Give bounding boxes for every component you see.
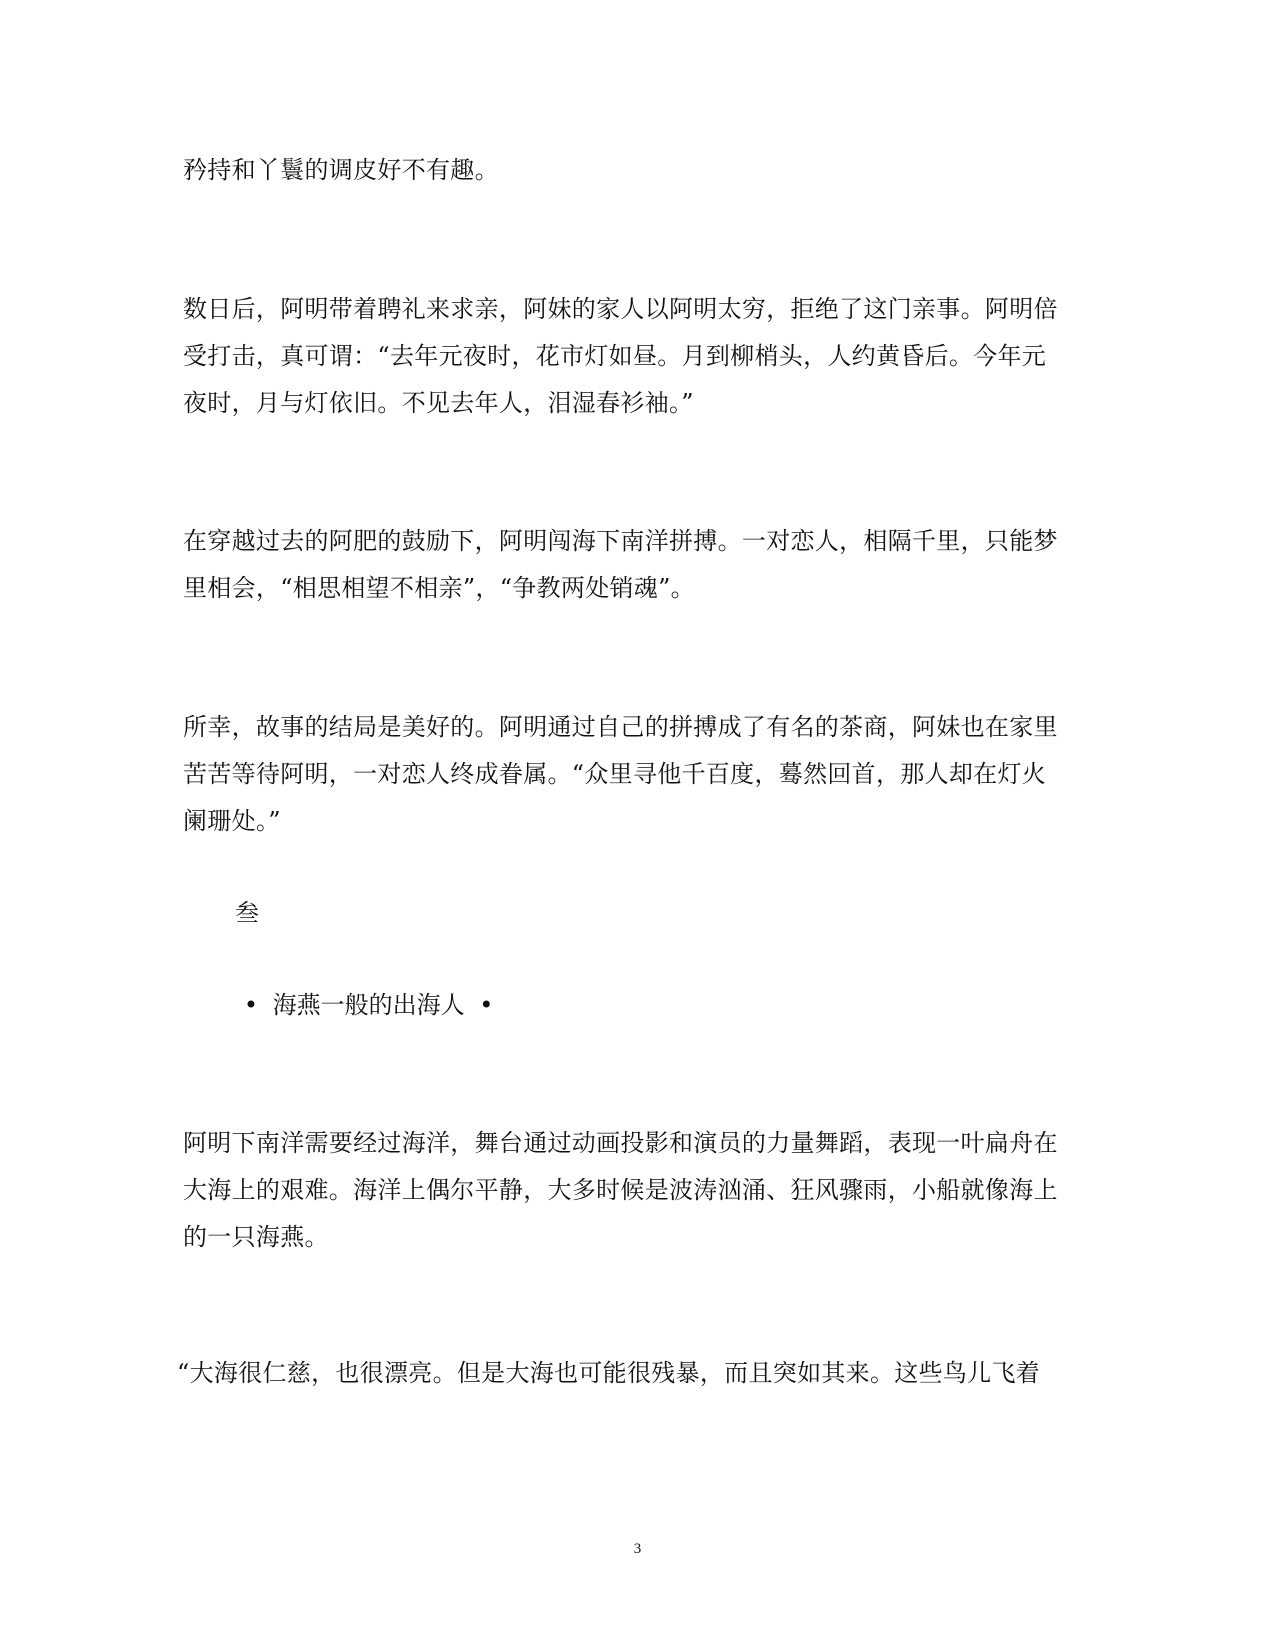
paragraph-2-line-3: 夜时，月与灯依旧。不见去年人，泪湿春衫袖。”: [183, 389, 694, 417]
section-title-text: 海燕一般的出海人: [272, 991, 465, 1019]
paragraph-4-line-2: 苦苦等待阿明，一对恋人终成眷属。“众里寻他千百度，蓦然回首，那人却在灯火: [183, 760, 1047, 788]
paragraph-4-line-1: 所幸，故事的结局是美好的。阿明通过自己的拼搏成了有名的茶商，阿妹也在家里: [183, 713, 1058, 741]
bullet-icon: •: [243, 991, 259, 1019]
paragraph-5-line-3: 的一只海燕。: [183, 1223, 329, 1251]
paragraph-2-line-2: 受打击，真可谓：“去年元夜时，花市灯如昼。月到柳梢头，人约黄昏后。今年元: [183, 342, 1047, 370]
paragraph-6-line-1: “大海很仁慈，也很漂亮。但是大海也可能很残暴，而且突如其来。这些鸟儿飞着: [177, 1359, 1041, 1387]
paragraph-3-line-1: 在穿越过去的阿肥的鼓励下，阿明闯海下南洋拼搏。一对恋人，相隔千里，只能梦: [183, 527, 1058, 555]
paragraph-4-line-3: 阑珊处。”: [183, 807, 281, 835]
bullet-icon: •: [479, 991, 494, 1019]
paragraph-5-line-2: 大海上的艰难。海洋上偶尔平静，大多时候是波涛汹涌、狂风骤雨，小船就像海上: [183, 1176, 1058, 1204]
paragraph-2-line-1: 数日后，阿明带着聘礼来求亲，阿妹的家人以阿明太穷，拒绝了这门亲事。阿明倍: [183, 295, 1058, 323]
paragraph-3-line-2: 里相会，“相思相望不相亲”，“争教两处销魂”。: [183, 574, 695, 602]
section-number: 叁: [235, 899, 259, 927]
page-number: 3: [633, 1541, 642, 1557]
paragraph-5-line-1: 阿明下南洋需要经过海洋，舞台通过动画投影和演员的力量舞蹈，表现一叶扁舟在: [183, 1129, 1058, 1157]
section-title: [237, 988, 500, 1022]
paragraph-1-line-1: 矜持和丫鬟的调皮好不有趣。: [183, 156, 499, 184]
